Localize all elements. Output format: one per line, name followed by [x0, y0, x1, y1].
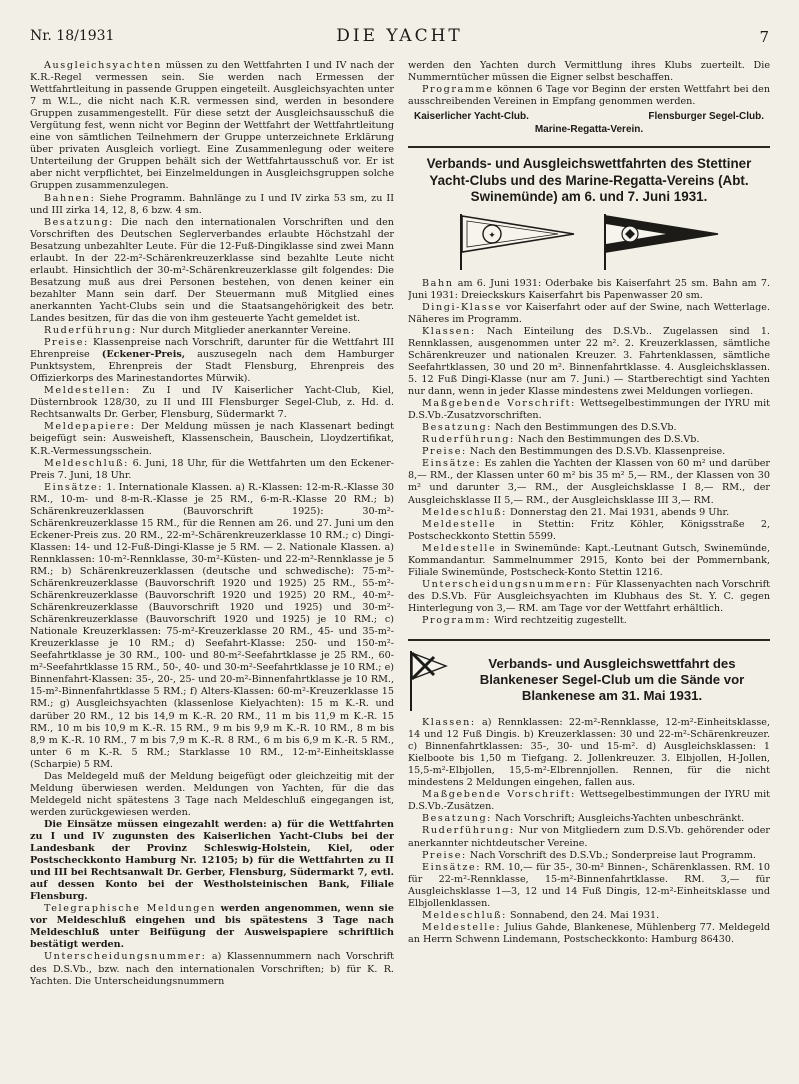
section1-paragraph: Dingi-Klasse vor Kaiserfahrt oder auf der Swine, nach Wetterlage. Näheres im Programm.	[408, 301, 770, 325]
svg-text:✦: ✦	[488, 230, 496, 241]
left-column-paragraph: Einsätze: 1. Internationale Klassen. a) R.-Klassen: 12-m-R.-Klasse 30 RM., 10-m- und 8-m-R.-Klasse je 25 RM., 6-m-R.-Klasse 20 RM.; b) Schärenkreuzerklassen (Bauvorschrift 1925): 30-m²-Schärenkreuzerklasse 15 RM., für die Rennen am 26. und 27. Juni um den Eckener-Preis zus. 20 RM., 22-m²-Schärenkreuzerklasse 10 RM.; c) Dingi-Klassen: 14- und 12-Fuß-Dingi-Klasse je 5 RM. — 2. Nationale Klassen. a) Rennklassen: 10-m²-Rennklasse, 30-m²-Küsten- und 22-m²-Rennklasse je 5 RM.; b) Schärenkreuzerklassen (deutsche und schwedische): 75-m²-Schärenkreuzerklasse (Bauvorschrift 1920 und 1925) 25 RM., 55-m²-Schärenkreuzerklasse (Bauvorschrift 1920 und 1925) 20 RM., 40-m²-Schärenkreuzerklasse (Bauvorschrift 1920 und 1925) und 30-m²-Schärenkreuzerklasse (Bauvorschrift 1920 und 1925) je 10 RM.; c) Nationale Kreuzerklassen: 75-m²-Kreuzerklasse 20 RM., 45- und 35-m²-Kreuzerklasse je 10 RM.; d) Seefahrt-Klasse: 250- und 150-m²-Seefahrtklasse je 30 RM., 100- und 80-m²-Seefahrtklasse je 25 RM., 60-m²-Seefahrtklasse 15 RM., 50-, 40- und 30-m²-Seefahrtklasse je 10 RM.; e) Binnenfahrt-Klassen: 35-, 20-, 25- und 20-m²-Binnenfahrtklasse je 10 RM., 15-m²-Binnenfahrtklasse 5 RM.; f) Alters-Klassen: 60-m²-Kreuzerklasse 15 RM.; g) Ausgleichsyachten (klassenlose Kielyachten): 15 m K.-R. und darüber 20 RM., 12 bis 14,9 m K.-R. 20 RM., 11 m bis 11,9 m K.-R. 15 RM., 10 m bis 10,9 m K.-R. 15 RM., 9 m bis 9,9 m K.-R. 10 RM., 8 m bis 8,9 m K.-R. 10 RM., 7 m bis 7,9 m K.-R. 8 RM., 6 m bis 6,9 m K.-R. 5 RM., unter 6 m K.-R. 5 RM.; Starklasse 10 RM., 12-m²-Einheitsklasse (Scharpie) 5 RM.	[30, 481, 394, 770]
signature-mrv: Marine-Regatta-Verein.	[534, 123, 644, 135]
section1-paragraph: Besatzung: Nach den Bestimmungen des D.S.Vb.	[422, 422, 677, 434]
section1-paragraph: Einsätze: Es zahlen die Yachten der Klassen von 60 m² und darüber 8,— RM., der Klassen unter 60 m² bis 35 m² 5,— RM., der Klassen von 30 m² und darunter 3,— RM., der Ausgleichsklasse I 8,— RM., der Ausgleichsklasse II 5,— RM., der Ausgleichsklasse III 3,— RM.	[408, 458, 770, 506]
section2-paragraph: Meldeschluß: Sonnabend, den 24. Mai 1931.	[422, 909, 660, 921]
section1-paragraph: Bahn am 6. Juni 1931: Oderbake bis Kaiserfahrt 25 sm. Bahn am 7. Juni 1931: Dreieckskurs Kaiserfahrt bis Papenwasser 20 sm.	[408, 277, 770, 301]
section1-title: Verbands- und Ausgleichswettfahrten des Stettiner Yacht-Clubs und des Marine-Regatta-Vereins (Abt. Swinemünde) am 6. und 7. Juni 1931.	[426, 156, 752, 205]
section2-paragraph: Preise: Nach Vorschrift des D.S.Vb.; Sonderpreise laut Programm.	[422, 849, 756, 861]
signatures	[408, 111, 770, 136]
section2-paragraph: Ruderführung: Nur von Mitgliedern zum D.S.Vb. gehörender oder anerkannter nichtdeutscher Vereine.	[408, 825, 770, 849]
blankeneser-segel-club-flag-icon	[408, 649, 448, 711]
section2-paragraph: Besatzung: Nach Vorschrift; Ausgleichs-Yachten unbeschränkt.	[422, 813, 745, 825]
section1-paragraph: Ruderführung: Nach den Bestimmungen des D.S.Vb.	[422, 434, 700, 446]
section2-title: Verbands- und Ausgleichswettfahrt des Blankeneser Segel-Club um die Sände vor Blankenese am 31. Mai 1931.	[479, 656, 745, 704]
section1-paragraph: Maßgebende Vorschrift: Wettsegelbestimmungen der IYRU mit D.S.Vb.-Zusatzvorschriften.	[408, 398, 770, 422]
left-column-paragraph: Bahnen: Siehe Programm. Bahnlänge zu I und IV zirka 53 sm, zu II und III zirka 14, 12, 8, 6 bzw. 4 sm.	[30, 192, 394, 216]
section2-paragraph: Klassen: a) Rennklassen: 22-m²-Rennklasse, 12-m²-Einheitsklasse, 14 und 12 Fuß Dingis. b) Kreuzerklassen: 30 und 22-m²-Schärenkreuzer. c) Binnenfahrtklassen: 35-, 30- und 15-m². d) Ausgleichsklassen: 1 Kielboote bis 1,50 m Tiefgang. 2. Jollenkreuzer. 3. Elbjollen, H-Jollen, 15,5-m²-Elbjollen, 15,5-m²-Elbrennjollen. Rennen, für die nicht mindestens 2 Meldungen eingehen, fallen aus.	[408, 717, 770, 789]
left-column-paragraph: Meldestellen: Zu I und IV Kaiserlicher Yacht-Club, Kiel, Düsternbrook 128/30, zu II und III Flensburger Segel-Club, z. Hd. d. Rechtsanwalts Dr. Gerber, Flensburg, Südermarkt 7.	[30, 385, 394, 421]
page-header	[30, 26, 769, 50]
left-column-paragraph: Telegraphische Meldungen werden angenommen, wenn sie vor Meldeschluß eingehen und bis spätestens 3 Tage nach Meldeschluß unter Beifügung der Ausweispapiere schriftlich bestätigt werden.	[30, 903, 394, 951]
left-column-paragraph: Besatzung: Die nach den internationalen Vorschriften und den Vorschriften des Deutschen Seglerverbandes erlaubte Höchstzahl der Besatzung unbezahlter Leute. Für die 12-Fuß-Dingiklasse sind zwei Mann erlaubt. In der 22-m²-Schärenkreuzerklasse sind bezahlte Leute nicht erlaubt. Hinsichtlich der 30-m²-Schärenkreuzerklasse gilt folgendes: Die Besatzung muß aus drei Personen bestehen, von denen keiner ein bezahlter Mann sein darf. Der Steuermann muß Mitglied eines anerkannten Yacht-Clubs sein und die Staatsangehörigkeit des betr. Landes besitzen, für das die von ihm gesteuerte Yacht gemeldet ist.	[30, 216, 394, 324]
section1-paragraph: Meldeschluß: Donnerstag den 21. Mai 1931, abends 9 Uhr.	[422, 506, 730, 518]
club-flags	[408, 212, 770, 270]
section1-paragraph: Meldestelle in Stettin: Fritz Köhler, Königsstraße 2, Postscheckkonto Stettin 5599.	[408, 518, 770, 542]
section-divider	[408, 146, 770, 148]
section2-paragraph: Maßgebende Vorschrift: Wettsegelbestimmungen der IYRU mit D.S.Vb.-Zusätzen.	[408, 789, 770, 813]
left-column-paragraph: Meldepapiere: Der Meldung müssen je nach Klassenart bedingt beigefügt sein: Ausweisheft, Klassenschein, Bauschein, Lloydzertifikat, K.R.-Vermessungsschein.	[30, 421, 394, 457]
left-column-paragraph: Das Meldegeld muß der Meldung beigefügt oder gleichzeitig mit der Meldung überwiesen werden. Meldungen von Yachten, für die das Meldegeld nicht spätestens 3 Tage nach Meldeschluß eingegangen ist, werden zurückgewiesen werden.	[30, 770, 394, 818]
left-column-paragraph: Meldeschluß: 6. Juni, 18 Uhr, für die Wettfahrten um den Eckener-Preis 7. Juni, 18 Uhr.	[30, 457, 394, 481]
left-column-paragraph: Unterscheidungsnummer: a) Klassennummern nach Vorschrift des D.S.Vb., bzw. nach den internationalen Vorschriften; b) für K. R. Yachten. Die Unterscheidungsnummern	[30, 951, 394, 987]
issue-number: Nr. 18/1931	[30, 28, 115, 44]
section2-body	[408, 717, 770, 946]
left-column	[30, 60, 394, 1080]
continued-text	[408, 60, 770, 108]
right-top-paragraph: werden den Yachten durch Vermittlung ihres Klubs zuerteilt. Die Nummerntücher müssen die Eigner selbst beschaffen.	[408, 60, 770, 84]
signature-kyc: Kaiserlicher Yacht-Club.	[414, 111, 529, 123]
left-column-paragraph: Ausgleichsyachten müssen zu den Wettfahrten I und IV nach der K.R.-Regel vermessen sein. Sie werden nach Ermessen der Wettfahrtleitung in passende Gruppen eingeteilt. Ausgleichsyachten unter 7 m W.L., die nicht nach K.R. vermessen sind, werden in besondere Gruppen zusammengestellt. Für diese setzt der Ausgleichsausschuß die Vergütung fest, wenn nicht vor Beginn der Wettfahrt der Wettfahrtleitung eine von sämtlichen Teilnehmern der Gruppe unterzeichnete Erklärung über privaten Ausgleich vorliegt. Eine Zusammenlegung oder weitere Unterteilung der Gruppen behält sich der Wettfahrtausschuß vor. Er ist aber nicht verpflichtet, bei Einzelmeldungen in Ausgleichsgruppen solche Gruppen zusammenzulegen.	[30, 60, 394, 192]
section1-paragraph: Programm: Wird rechtzeitig zugestellt.	[422, 615, 627, 626]
section1-paragraph: Meldestelle in Swinemünde: Kapt.-Leutnant Gutsch, Swinemünde, Kommandantur. Sammelnummer 2915, Konto bei der Pommernbank, Filiale Swinemünde, Postscheck-Konto Stettin 1216.	[408, 542, 770, 578]
section2-paragraph: Einsätze: RM. 10,— für 35-, 30-m² Binnen-, Schärenklassen. RM. 10 für 22-m²-Rennklasse, 15-m²-Binnenfahrtklasse. RM. 3,— für Ausgleichsklasse 1—3, 12 und 14 Fuß Dingis, 12-m²-Einheitsklasse und Elbjollenklassen.	[408, 861, 770, 909]
left-column-paragraph: Ruderführung: Nur durch Mitglieder anerkannter Vereine.	[44, 325, 351, 337]
section1-paragraph: Preise: Nach den Bestimmungen des D.S.Vb. Klassenpreise.	[422, 446, 726, 458]
marine-regatta-verein-flag-icon	[602, 212, 720, 270]
section2-paragraph: Meldestelle: Julius Gahde, Blankenese, Mühlenberg 77. Meldegeld an Herrn Schwenn Lindemann, Postscheckkonto: Hamburg 86430.	[408, 921, 770, 945]
stettiner-yacht-club-flag-icon	[458, 212, 576, 270]
journal-title: DIE YACHT	[336, 26, 463, 46]
left-column-paragraph: Preise: Klassenpreise nach Vorschrift, darunter für die Wettfahrt III Ehrenpreise (Eckener-Preis, auszusegeln nach dem Hamburger Punktsystem, Ehrenpreis der Stadt Flensburg, Ehrenpreis des Offizierkorps des Marinestandortes Mürwik).	[30, 337, 394, 385]
right-column	[408, 60, 770, 1080]
section1-body	[408, 278, 770, 627]
section-divider	[408, 639, 770, 641]
section2-header	[408, 649, 770, 711]
section1-paragraph: Klassen: Nach Einteilung des D.S.Vb.. Zugelassen sind 1. Rennklassen, ausgenommen unter 22 m². 2. Kreuzerklassen, sämtliche Schärenkreuzer und nationalen Kreuzer. 3. Fahrtenklassen, sämtliche Seefahrtklassen, 30 und 20 m². Binnenfahrtklasse. 4. Ausgleichsklassen. 5. 12 Fuß Dingi-Klasse (nur am 7. Juni.) — Startberechtigt sind Yachten nur dann, wenn in jeder Klasse mindestens zwei Meldungen vorliegen.	[408, 325, 770, 398]
page-number: 7	[759, 28, 769, 46]
section1-paragraph: Unterscheidungsnummern: Für Klassenyachten nach Vorschrift des D.S.Vb. Für Ausgleichsyachten im Klubhaus des St. Y. C. gegen Hinterlegung von 3,— RM. am Tage vor der Wettfahrt erhältlich.	[408, 578, 770, 614]
left-column-paragraph: Die Einsätze müssen eingezahlt werden: a) für die Wettfahrten zu I und IV zugunsten des Kaiserlichen Yacht-Clubs bei der Landesbank der Provinz Schleswig-Holstein, Kiel, oder Postscheckkonto Hamburg Nr. 12105; b) für die Wettfahrten zu II und III bei Rechtsanwalt Dr. Gerber, Flensburg, Südermarkt 7, evtl. auf dessen Konto bei der Westholsteinischen Bank, Filiale Flensburg.	[30, 818, 394, 903]
signature-fsc: Flensburger Segel-Club.	[648, 111, 764, 123]
right-top-paragraph: Programme können 6 Tage vor Beginn der ersten Wettfahrt bei den ausschreibenden Vereinen in Empfang genommen werden.	[408, 84, 770, 108]
